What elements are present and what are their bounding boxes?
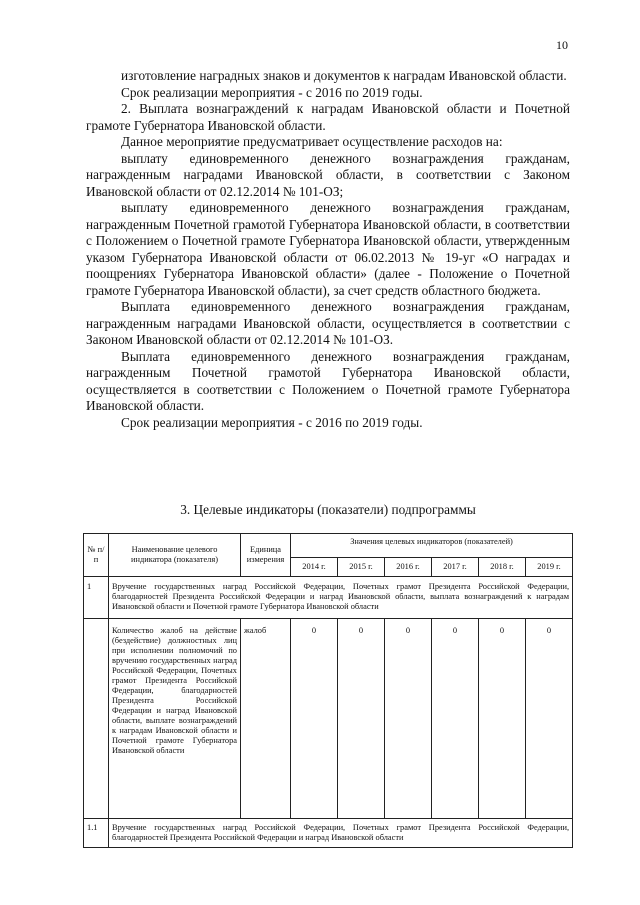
row-text: Вручение государственных наград Российской Федерации, Почетных грамот Президента Российской Федерации, благодарностей Президента Российской Федерации и наград Ивановской области, выплата вознаграждений к наградам Ивановской области и Почетной грамоте Губернатора Ивановской области: [109, 577, 573, 619]
header-num: № п/п: [84, 534, 109, 577]
row-value: 0: [479, 619, 526, 819]
table-row: [84, 577, 573, 619]
row-num: 1.1: [84, 819, 109, 848]
header-year: 2019 г.: [526, 558, 573, 577]
header-unit: Единица измерения: [241, 534, 291, 577]
row-value: 0: [432, 619, 479, 819]
paragraph: Выплата единовременного денежного вознаграждения гражданам, награжденным наградами Ивановской области, осуществляется в соответствии с Законом Ивановской области от 02.12.2014 № 101-ОЗ.: [86, 299, 570, 347]
row-num: 1: [84, 577, 109, 619]
header-year: 2018 г.: [479, 558, 526, 577]
section-heading: 3. Целевые индикаторы (показатели) подпрограммы: [180, 502, 476, 517]
row-value: 0: [291, 619, 338, 819]
row-text: Вручение государственных наград Российской Федерации, Почетных грамот Президента Российской Федерации, благодарностей Президента Российской Федерации и наград Ивановской области: [109, 819, 573, 848]
row-value: 0: [526, 619, 573, 819]
table-row: [84, 619, 573, 819]
header-year: 2015 г.: [338, 558, 385, 577]
row-num: [84, 619, 109, 819]
paragraph: Срок реализации мероприятия - с 2016 по 2019 годы.: [121, 414, 423, 430]
page-number: 10: [556, 38, 568, 52]
header-year: 2016 г.: [385, 558, 432, 577]
header-year: 2014 г.: [291, 558, 338, 577]
body-text: [86, 68, 570, 431]
table-header-row: [84, 534, 573, 558]
indicators-table: [83, 533, 573, 848]
paragraph: выплату единовременного денежного вознаграждения гражданам, награжденным Почетной грамотой Губернатора Ивановской области, в соответствии с Положением о Почетной грамоте Губернатора Ивановской области, утвержденным указом Губернатора Ивановской области от 06.02.2013 № 19-уг «О наградах и поощрениях Губернатора Ивановской области» (далее - Положение о Почетной грамоте Губернатора Ивановской области), за счет средств областного бюджета.: [86, 200, 570, 298]
table-row: [84, 819, 573, 848]
paragraph: 2. Выплата вознаграждений к наградам Ивановской области и Почетной грамоте Губернатора Ивановской области.: [86, 101, 570, 133]
paragraph: Срок реализации мероприятия - с 2016 по 2019 годы.: [121, 84, 423, 100]
row-value: 0: [385, 619, 432, 819]
paragraph: изготовление наградных знаков и документов к наградам Ивановской области.: [121, 68, 567, 83]
paragraph: Выплата единовременного денежного вознаграждения гражданам, награжденным Почетной грамотой Губернатора Ивановской области, осуществляется в соответствии с Положением о Почетной грамоте Губернатора Ивановской области.: [86, 348, 570, 413]
paragraph: Данное мероприятие предусматривает осуществление расходов на:: [121, 134, 503, 149]
header-name: Наименование целевого индикатора (показателя): [109, 534, 241, 577]
row-indicator-name: Количество жалоб на действие (бездействие) должностных лиц при исполнении полномочий по вручению государственных наград Российской Федерации, Почетных грамот Президента Российской Федерации, благодарностей Президента Российской Федерации и наград Ивановской области, выплате вознаграждений к наградам Ивановской области и Почетной грамоте Губернатора Ивановской области: [109, 619, 241, 819]
header-values: Значения целевых индикаторов (показателей): [291, 534, 573, 558]
row-value: 0: [338, 619, 385, 819]
header-year: 2017 г.: [432, 558, 479, 577]
row-unit: жалоб: [241, 619, 291, 819]
paragraph: выплату единовременного денежного вознаграждения гражданам, награжденным наградами Ивановской области, в соответствии с Законом Ивановской области от 02.12.2014 № 101-ОЗ;: [86, 150, 570, 199]
